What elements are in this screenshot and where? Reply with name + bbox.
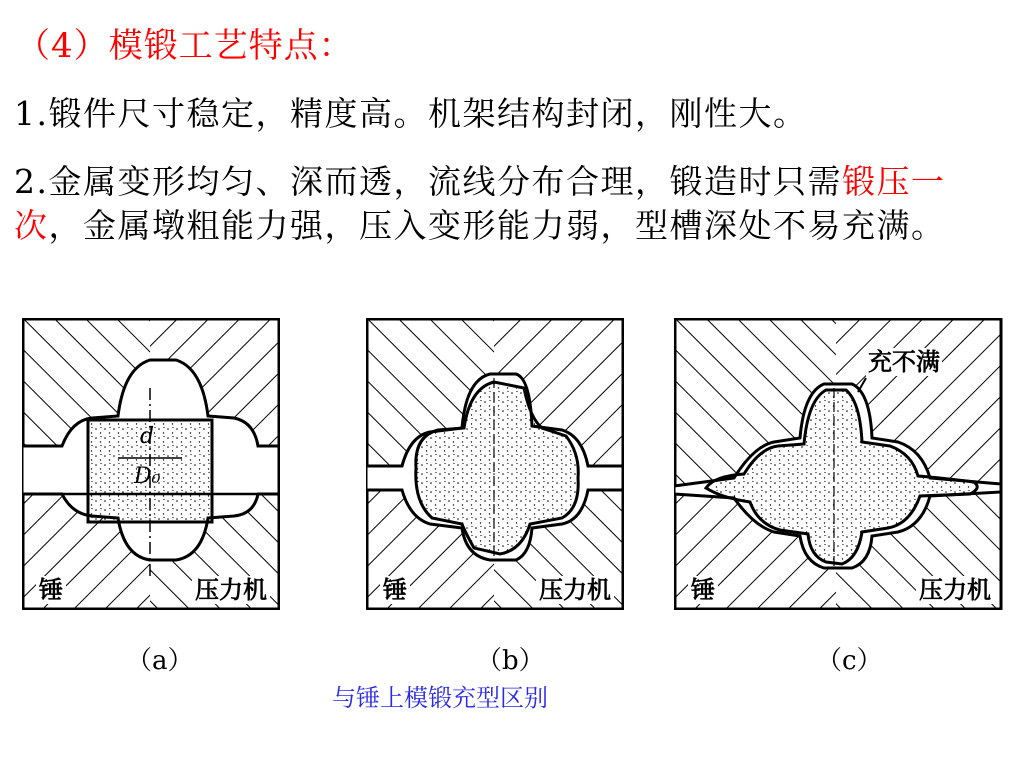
figure-b bbox=[366, 318, 624, 610]
hammer-label-c: 锤 bbox=[688, 576, 718, 604]
figure-a bbox=[22, 318, 280, 610]
press-label-c: 压力机 bbox=[916, 576, 994, 604]
point-2-suffix: ，金属墩粗能力强，压入变形能力弱，型槽深处不易充满。 bbox=[48, 206, 946, 245]
figure-b-diagram bbox=[366, 318, 624, 610]
figure-b-caption: （b） bbox=[476, 646, 545, 676]
slide-caption: 与锤上模锻充型区别 bbox=[332, 684, 548, 712]
figure-a-caption: （a） bbox=[126, 646, 194, 676]
point-2-prefix: 2.金属变形均匀、深而透，流线分布合理，锻造时只需 bbox=[14, 162, 842, 201]
figure-c-diagram bbox=[674, 318, 1004, 610]
figure-c-caption: （c） bbox=[816, 646, 883, 676]
diameter-d-label: d bbox=[140, 424, 155, 449]
point-1: 1.锻件尺寸稳定，精度高。机架结构封闭，刚性大。 bbox=[14, 94, 808, 133]
point-2 bbox=[14, 160, 1014, 248]
unfilled-label: 充不满 bbox=[868, 348, 940, 376]
press-label-a: 压力机 bbox=[192, 576, 270, 604]
diameter-D0-label: D₀ bbox=[134, 464, 161, 489]
hammer-label-b: 锤 bbox=[380, 576, 410, 604]
press-label-b: 压力机 bbox=[536, 576, 614, 604]
hammer-label-a: 锤 bbox=[36, 576, 66, 604]
slide-title: （4）模锻工艺特点： bbox=[16, 26, 354, 66]
figure-c bbox=[674, 318, 1004, 610]
point-2-highlight: 锻压一次 bbox=[14, 162, 946, 245]
